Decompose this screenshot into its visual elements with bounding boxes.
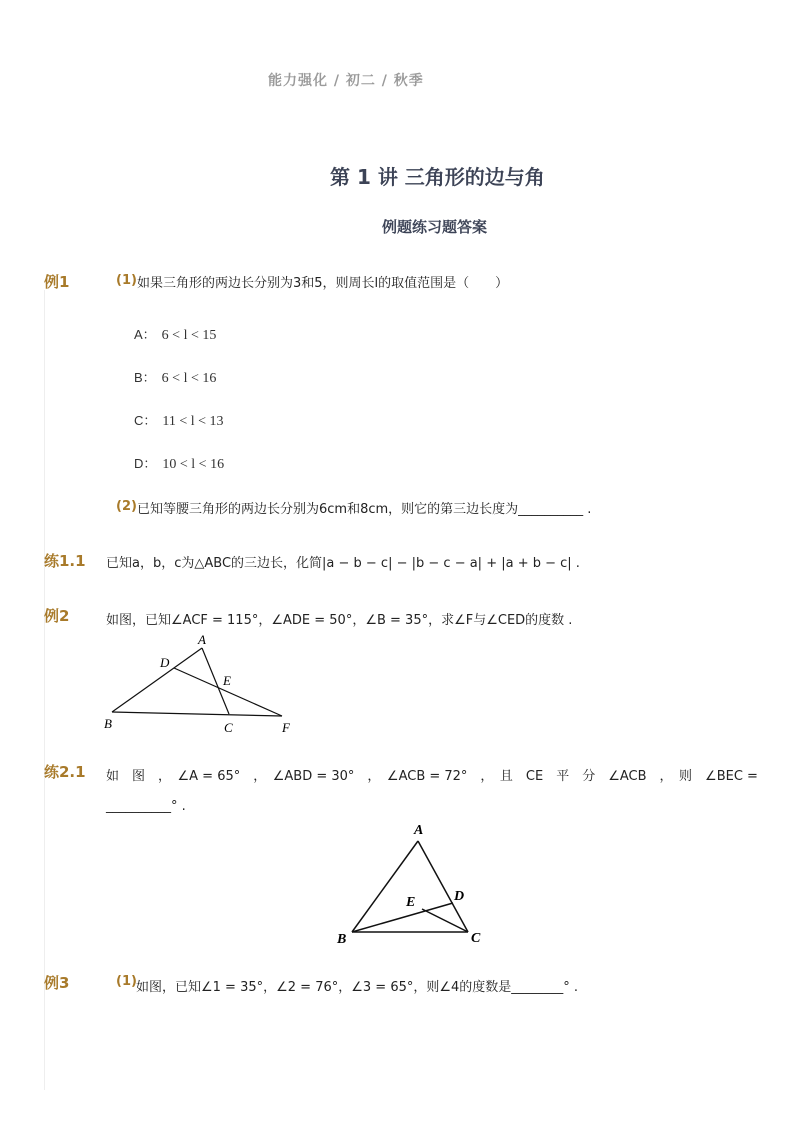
practice-1-1-text: 已知a，b，c为△ABC的三边长，化简|a − b − c| − |b − c − a| + |a + b − c| . xyxy=(106,556,580,571)
example-1-label: 例1 xyxy=(44,273,70,291)
example-3-q1-text: 如图，已知∠1 = 35°，∠2 = 76°，∠3 = 65°，则∠4的度数是________° . xyxy=(136,980,579,995)
breadcrumb: 能力强化 / 初二 / 秋季 xyxy=(268,73,424,89)
option-a-value: 6 < l < 15 xyxy=(161,328,217,343)
point-a-label: A xyxy=(414,823,424,838)
option-b-key: B： xyxy=(134,370,156,385)
point-b-label: B xyxy=(337,932,347,947)
side-bf xyxy=(112,712,282,716)
side-ab xyxy=(352,841,418,932)
example-1-q1-number: (1) xyxy=(116,273,137,288)
option-b[interactable] xyxy=(134,367,216,387)
point-a-label: A xyxy=(198,632,206,647)
point-d-label: D xyxy=(160,655,170,670)
practice-1-1-label: 练1.1 xyxy=(44,552,86,570)
example-2-text: 如图，已知∠ACF = 115°，∠ADE = 50°，∠B = 35°，求∠F与∠CED的度数 . xyxy=(106,613,573,628)
point-d-label: D xyxy=(454,889,465,904)
point-b-label: B xyxy=(104,716,112,731)
example-1-q1-text: 如果三角形的两边长分别为3和5，则周长l的取值范围是（ ） xyxy=(137,276,509,291)
example-2-figure xyxy=(100,630,300,740)
point-c-label: C xyxy=(471,931,481,946)
example-3-q1-number: (1) xyxy=(116,974,137,989)
point-e-label: E xyxy=(223,673,231,688)
page-subtitle: 例题练习题答案 xyxy=(382,218,488,236)
example-1-q2-text: 已知等腰三角形的两边长分别为6cm和8cm，则它的第三边长度为__________ . xyxy=(137,502,592,517)
option-c-value: 11 < l < 13 xyxy=(162,414,224,429)
point-f-label: F xyxy=(282,720,290,735)
option-c-key: C： xyxy=(134,413,157,428)
practice-2-1-line1: 如 图 ， ∠A = 65° ， ∠ABD = 30° ， ∠ACB = 72° ， 且 CE 平 分 ∠ACB ， 则 ∠BEC = xyxy=(106,769,758,784)
example-1-q2-number: (2) xyxy=(116,499,137,514)
option-d[interactable] xyxy=(134,453,224,473)
option-d-value: 10 < l < 16 xyxy=(162,457,225,472)
point-c-label: C xyxy=(224,720,233,735)
point-e-label: E xyxy=(406,895,416,910)
option-a-key: A： xyxy=(134,327,156,342)
option-d-key: D： xyxy=(134,456,157,471)
example-3-label: 例3 xyxy=(44,974,70,992)
practice-2-1-line2: __________° . xyxy=(106,799,186,814)
option-c[interactable] xyxy=(134,410,224,430)
example-2-label: 例2 xyxy=(44,607,70,625)
page-title: 第 1 讲 三角形的边与角 xyxy=(330,165,545,189)
option-a[interactable] xyxy=(134,324,216,344)
option-b-value: 6 < l < 16 xyxy=(161,371,217,386)
side-ba xyxy=(112,648,202,712)
practice-2-1-label: 练2.1 xyxy=(44,763,86,781)
practice-2-1-figure xyxy=(330,815,490,950)
side-ac xyxy=(418,841,468,932)
margin-line xyxy=(44,290,45,1090)
